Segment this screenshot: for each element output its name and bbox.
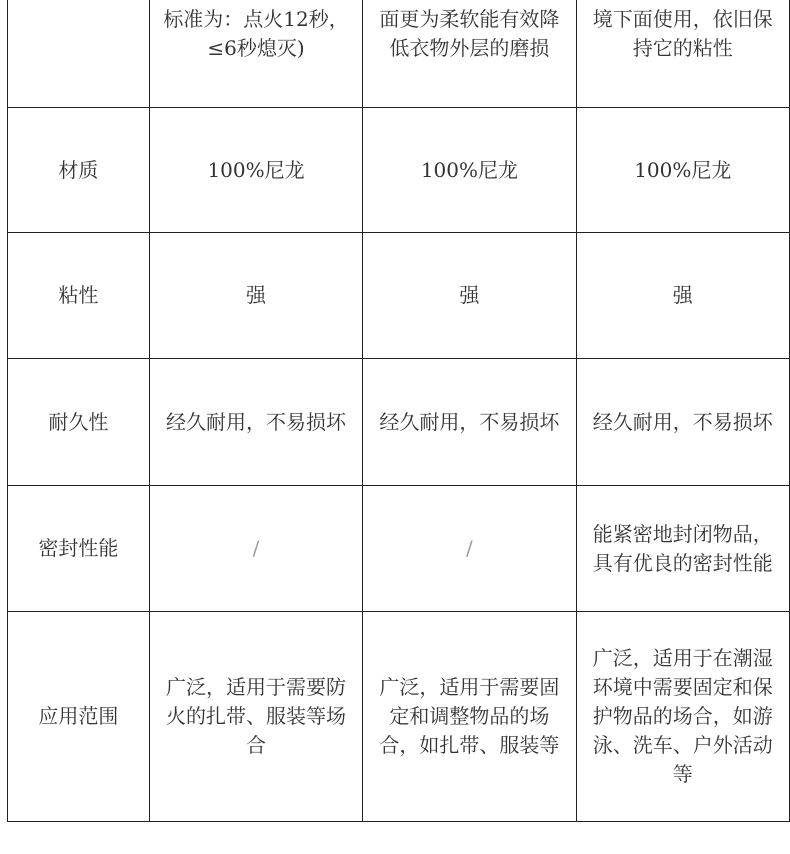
row-label xyxy=(8,0,150,108)
table-row-fire-standard xyxy=(8,0,790,108)
cell-durability-1: 经久耐用，不易损坏 xyxy=(149,359,362,486)
cell-fire-standard-1: 标准为：点火12秒，≤6秒熄灭) xyxy=(149,0,362,108)
cell-durability-2: 经久耐用，不易损坏 xyxy=(363,359,576,486)
cell-fire-standard-2: 面更为柔软能有效降低衣物外层的磨损 xyxy=(363,0,576,108)
cell-sealing-3: 能紧密地封闭物品，具有优良的密封性能 xyxy=(576,486,789,612)
cell-material-1: 100%尼龙 xyxy=(149,108,362,233)
row-label-durability: 耐久性 xyxy=(8,359,150,486)
table-row-durability xyxy=(8,359,790,486)
table-row-sealing xyxy=(8,486,790,612)
cell-sealing-1: / xyxy=(149,486,362,612)
cell-adhesion-3: 强 xyxy=(576,233,789,359)
cell-fire-standard-3: 境下面使用，依旧保持它的粘性 xyxy=(576,0,789,108)
table-row-material xyxy=(8,108,790,233)
cell-adhesion-1: 强 xyxy=(149,233,362,359)
cell-material-2: 100%尼龙 xyxy=(363,108,576,233)
cell-durability-3: 经久耐用，不易损坏 xyxy=(576,359,789,486)
row-label-adhesion: 粘性 xyxy=(8,233,150,359)
comparison-table xyxy=(7,0,790,822)
row-label-material: 材质 xyxy=(8,108,150,233)
table-row-application xyxy=(8,612,790,822)
cell-adhesion-2: 强 xyxy=(363,233,576,359)
cell-material-3: 100%尼龙 xyxy=(576,108,789,233)
cell-application-2: 广泛，适用于需要固定和调整物品的场合，如扎带、服装等 xyxy=(363,612,576,822)
row-label-sealing: 密封性能 xyxy=(8,486,150,612)
table-row-adhesion xyxy=(8,233,790,359)
cell-application-3: 广泛，适用于在潮湿环境中需要固定和保护物品的场合，如游泳、洗车、户外活动等 xyxy=(576,612,789,822)
cell-sealing-2: / xyxy=(363,486,576,612)
cell-application-1: 广泛，适用于需要防火的扎带、服装等场合 xyxy=(149,612,362,822)
row-label-application: 应用范围 xyxy=(8,612,150,822)
